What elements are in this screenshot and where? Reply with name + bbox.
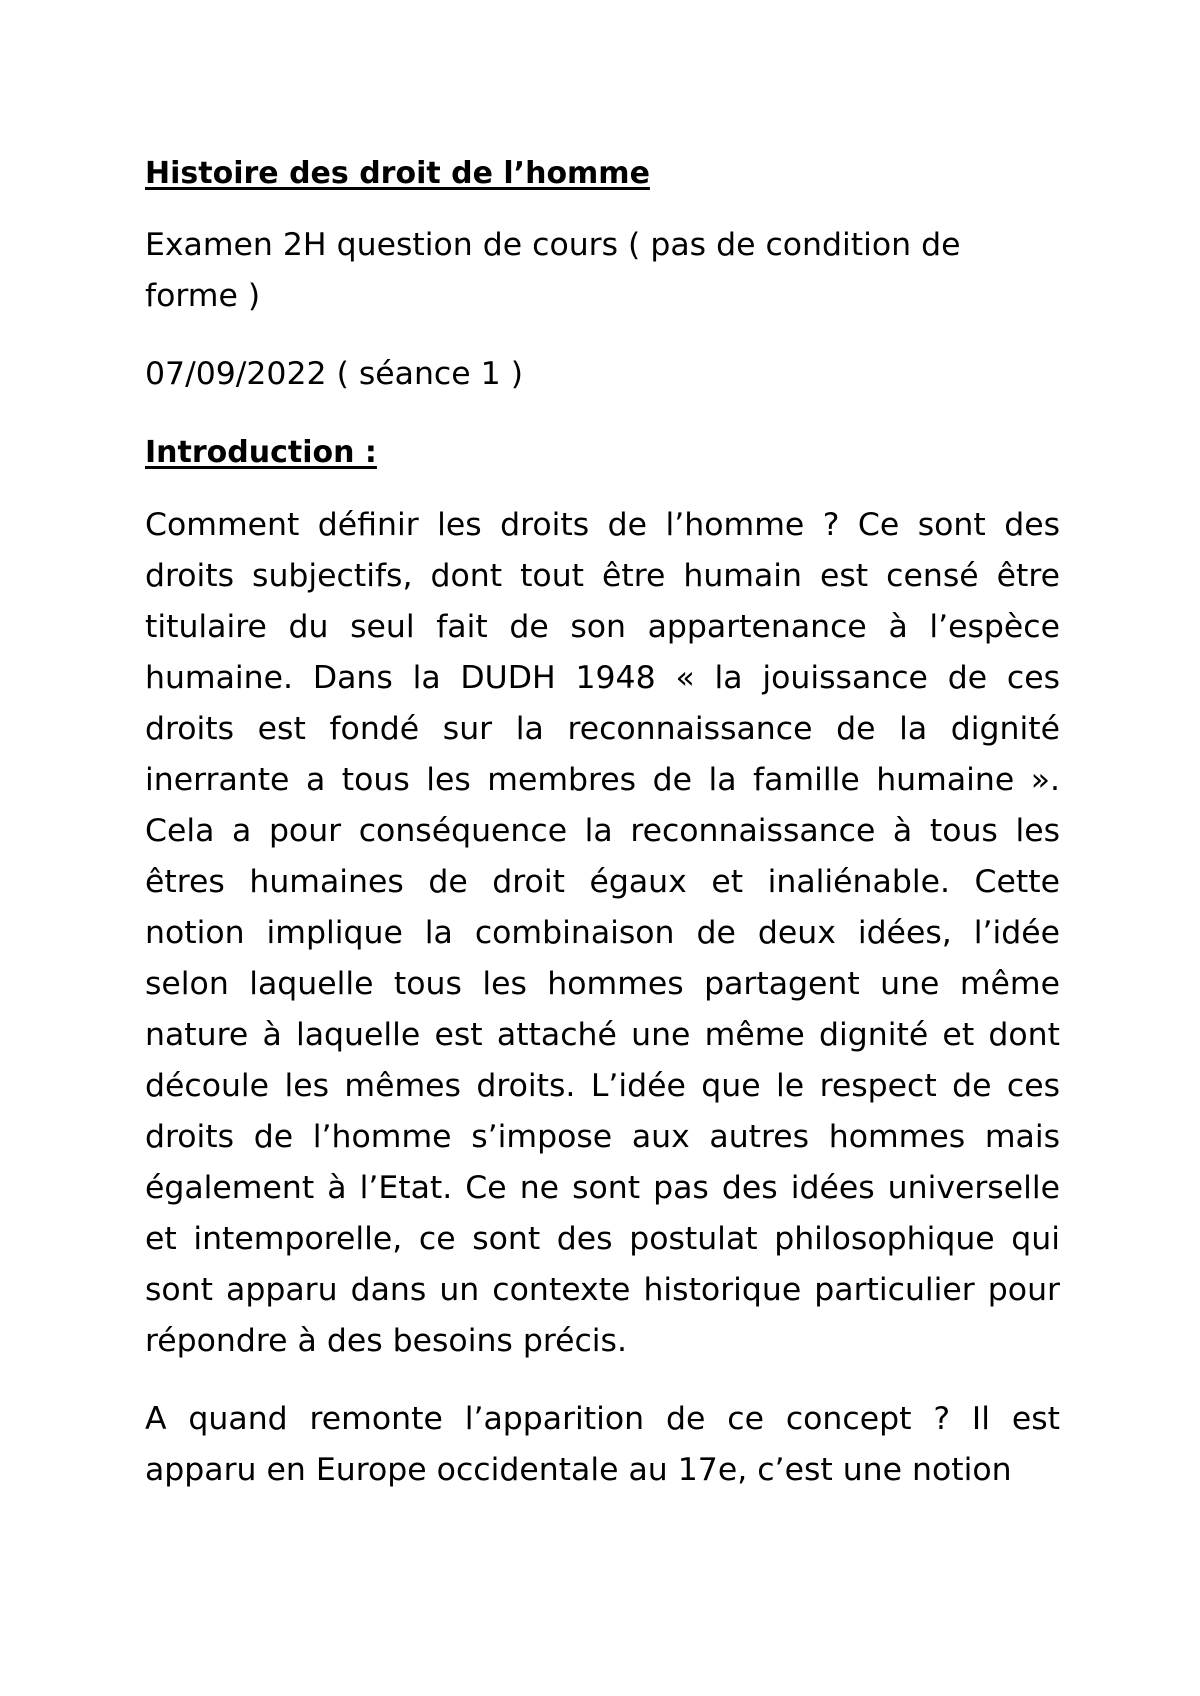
paragraph-definition: Comment définir les droits de l’homme ? Ce sont des droits subjectifs, dont tout être humain est censé être titulaire du seul fait de son appartenance à l’espèce humaine. Dans la DUDH 1948 « la jouissance de ces droits est fondé sur la reconnaissance de la dignité inerrante a tous les membres de la famille humaine ». Cela a pour conséquence la reconnaissance à tous les êtres humaines de droit égaux et inaliénable. Cette notion implique la combinaison de deux idées, l’idée selon laquelle tous les hommes partagent une même nature à laquelle est attaché une même dignité et dont découle les mêmes droits. L’idée que le respect de ces droits de l’homme s’impose aux autres hommes mais également à l’Etat. Ce ne sont pas des idées universelle et intemporelle, ce sont des postulat philosophique qui sont apparu dans un contexte historique particulier pour répondre à des besoins précis. <box>145 507 1060 1359</box>
section-heading-introduction: Introduction : <box>145 435 377 470</box>
document-page <box>145 150 1060 1523</box>
paragraph-origin: A quand remonte l’apparition de ce concept ? Il est apparu en Europe occidentale au 17e, c’est une notion <box>145 1401 1060 1488</box>
document-title: Histoire des droit de l’homme <box>145 156 650 191</box>
date-line: 07/09/2022 ( séance 1 ) <box>145 356 523 392</box>
exam-line: Examen 2H question de cours ( pas de condition de forme ) <box>145 227 961 314</box>
